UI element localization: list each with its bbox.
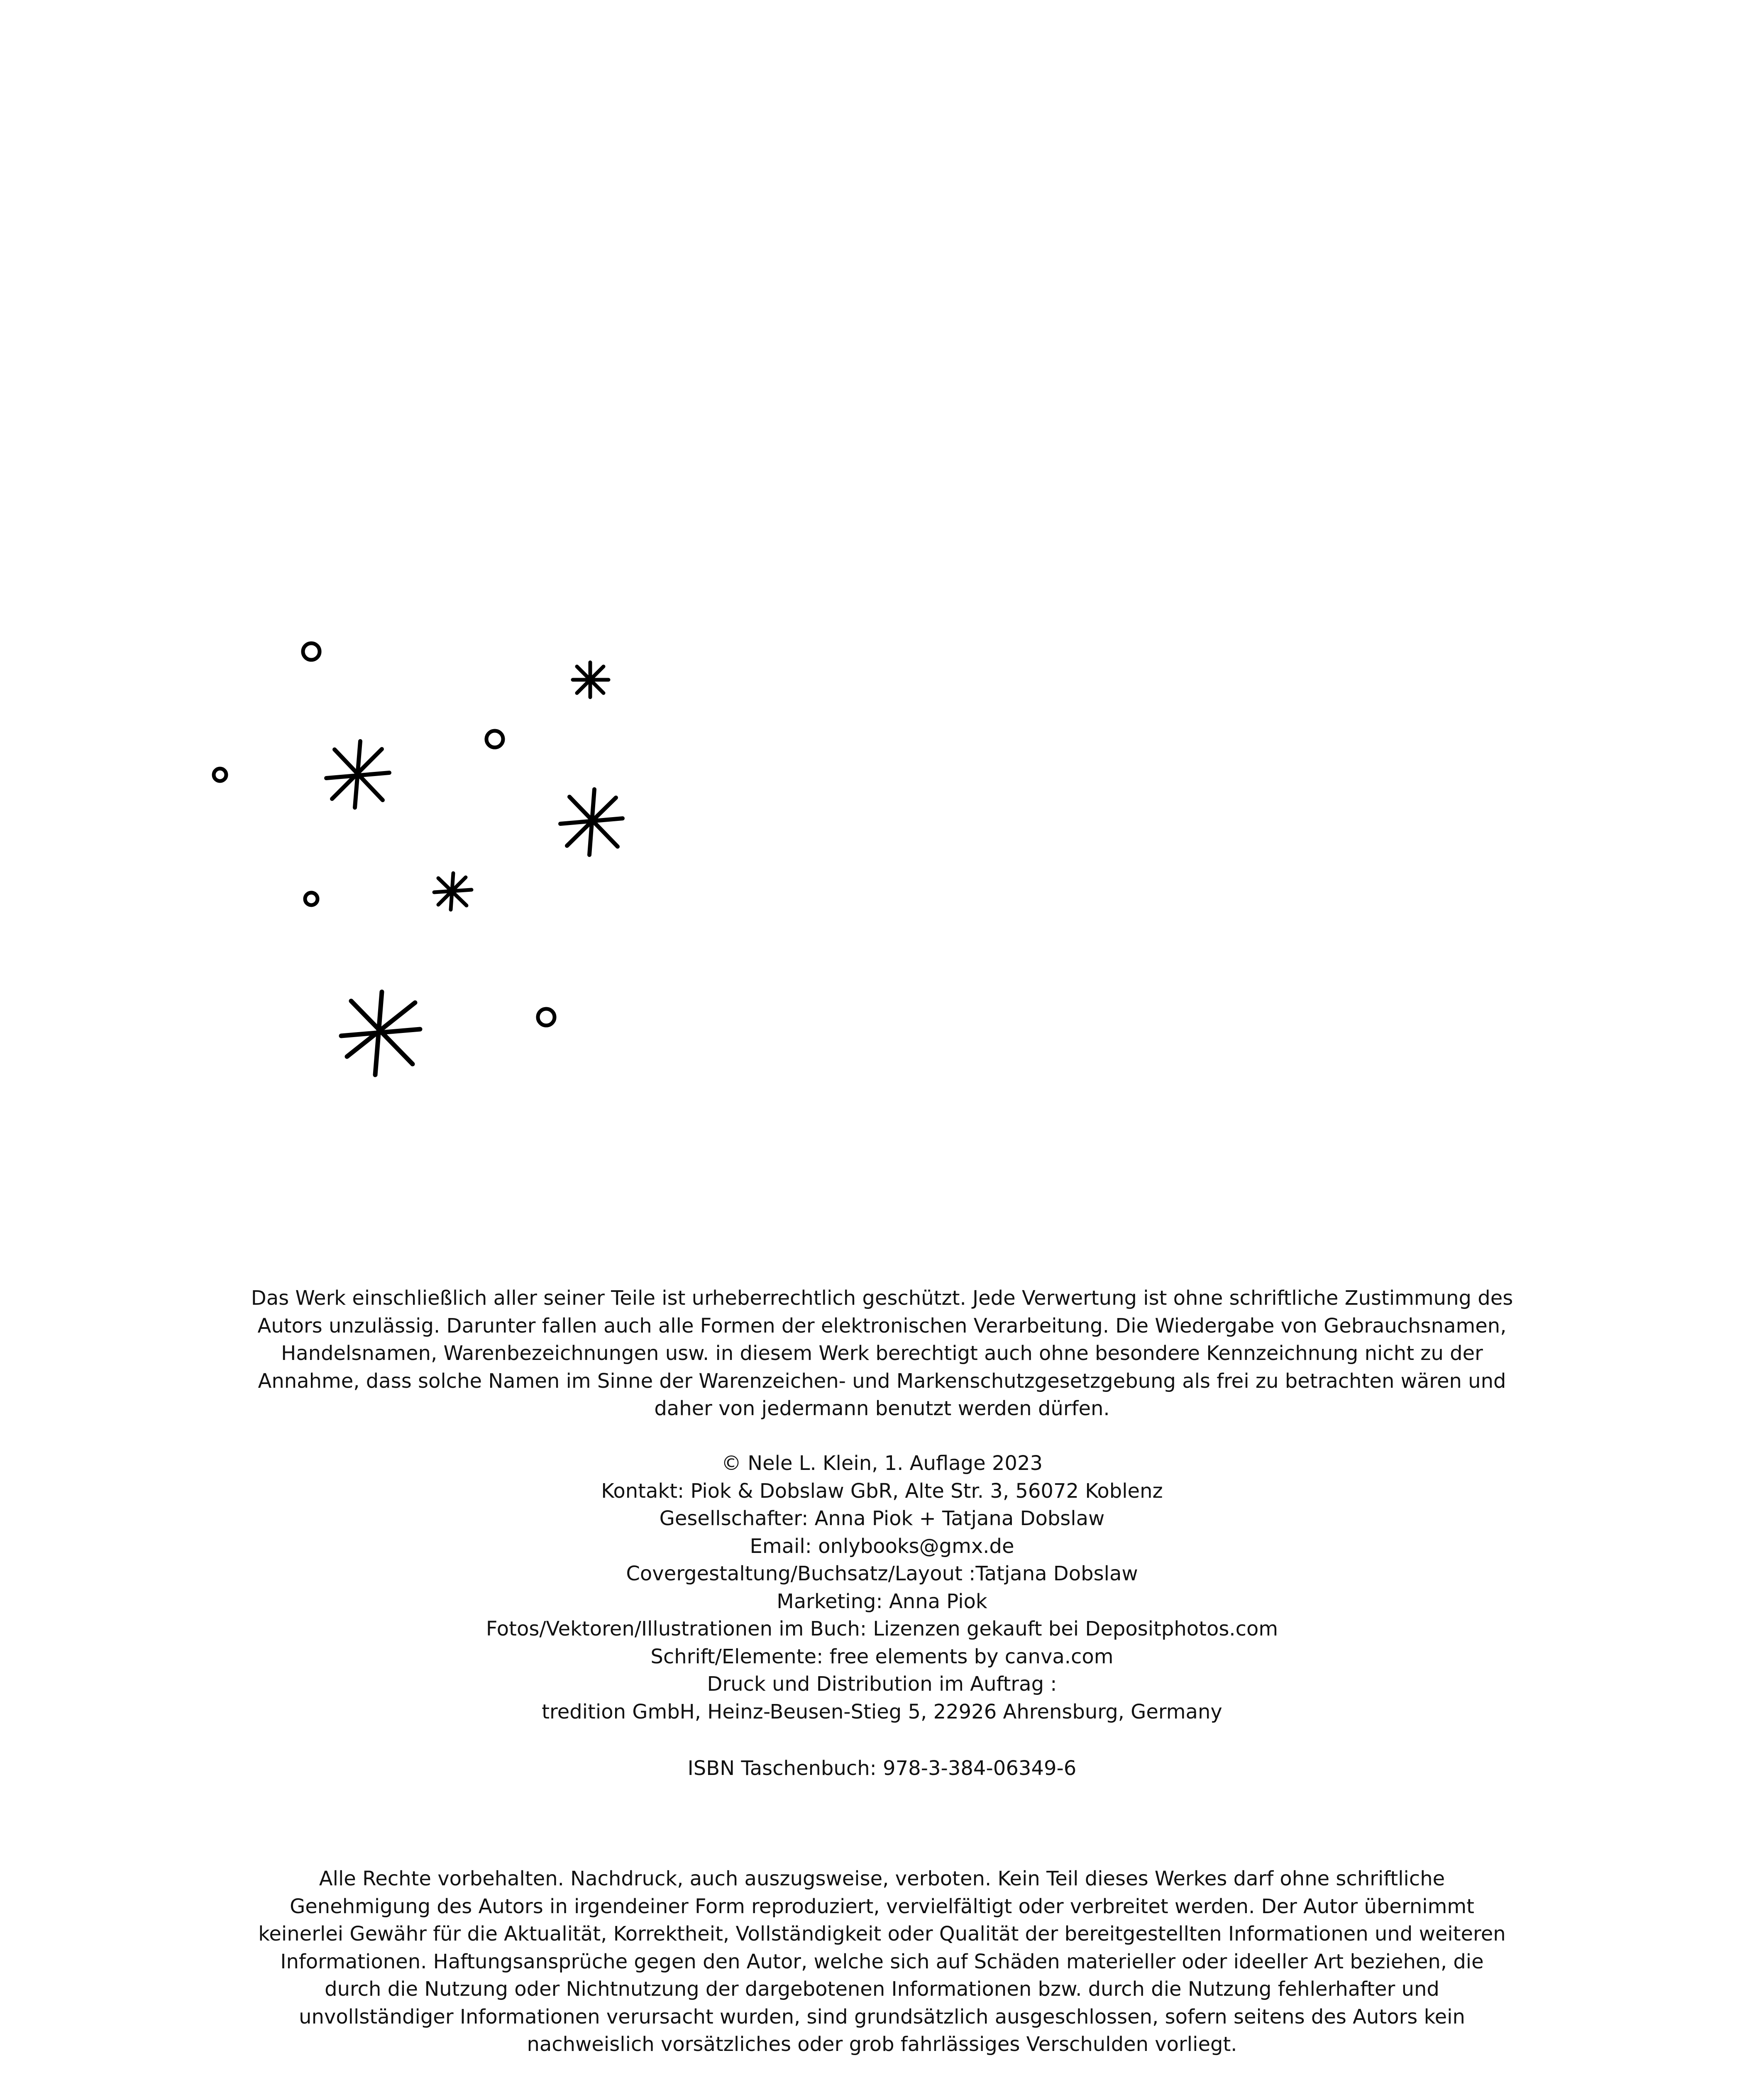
small-circle-icon bbox=[305, 893, 318, 905]
imprint bbox=[249, 1450, 1515, 1726]
imprint-images: Fotos/Vektoren/Illustrationen im Buch: Lizenzen gekauft bei Depositphotos.com bbox=[486, 1617, 1278, 1640]
imprint-partners: Gesellschafter: Anna Piok + Tatjana Dobslaw bbox=[659, 1507, 1105, 1530]
isbn bbox=[249, 1755, 1515, 1782]
copyright-notice-text: Das Werk einschließlich aller seiner Teile ist urheberrechtlich geschützt. Jede Verwertung ist ohne schriftliche Zustimmung des Autors unzulässig. Darunter fallen auch alle Formen der elektronischen Verarbeitung. Die Wiedergabe von Gebrauchsnamen, Handelsnamen, Warenbezeichnungen usw. in diesem Werk berechtigt auch ohne besondere Kennzeichnung nicht zu der Annahme, dass solche Namen im Sinne der Warenzeichen- und Markenschutzgesetzgebung als frei zu betrachten wären und daher von jedermann benutzt werden dürfen. bbox=[251, 1286, 1513, 1420]
small-circle-icon bbox=[538, 1009, 555, 1025]
small-circle-icon bbox=[486, 731, 503, 747]
imprint-design: Covergestaltung/Buchsatz/Layout :Tatjana Dobslaw bbox=[626, 1562, 1138, 1585]
rights-notice-text: Alle Rechte vorbehalten. Nachdruck, auch auszugsweise, verboten. Kein Teil dieses Werkes darf ohne schriftliche Genehmigung des Autors in irgendeiner Form reproduziert, vervielfältigt oder verbreitet werden. Der Autor übernimmt keinerlei Gewähr für die Aktualität, Korrektheit, Vollständigkeit oder Qualität der bereitgestellten Informationen und weiteren Informationen. Haftungsansprüche gegen den Autor, welche sich auf Schäden materieller oder ideeller Art beziehen, die durch die Nutzung oder Nichtnutzung der dargebotenen Informationen bzw. durch die Nutzung fehlerhafter und unvollständiger Informationen verursacht wurden, sind grundsätzlich ausgeschlossen, sofern seitens des Autors kein nachweislich vorsätzliches oder grob fahrlässiges Verschulden vorliegt. bbox=[258, 1867, 1506, 2056]
sparkle-star-icon bbox=[573, 662, 608, 697]
rights-notice bbox=[249, 1865, 1515, 2058]
sparkle-star-icon bbox=[434, 873, 472, 910]
small-circle-icon bbox=[303, 643, 320, 660]
imprint-email: Email: onlybooks@gmx.de bbox=[750, 1534, 1014, 1558]
small-circle-icon bbox=[214, 769, 226, 781]
sparkle-star-icon bbox=[341, 992, 420, 1075]
isbn-text: ISBN Taschenbuch: 978-3-384-06349-6 bbox=[687, 1757, 1077, 1780]
imprint-contact: Kontakt: Piok & Dobslaw GbR, Alte Str. 3, 56072 Koblenz bbox=[601, 1479, 1163, 1503]
imprint-distribution-label: Druck und Distribution im Auftrag : bbox=[707, 1672, 1057, 1696]
imprint-marketing: Marketing: Anna Piok bbox=[777, 1589, 987, 1613]
imprint-distributor: tredition GmbH, Heinz-Beusen-Stieg 5, 22926 Ahrensburg, Germany bbox=[542, 1700, 1222, 1723]
sparkle-star-icon bbox=[326, 741, 389, 808]
sparkle-star-icon bbox=[560, 789, 623, 855]
copyright-notice bbox=[249, 1284, 1515, 1423]
imprint-fonts: Schrift/Elemente: free elements by canva.com bbox=[650, 1645, 1114, 1668]
imprint-copyright-line: © Nele L. Klein, 1. Auflage 2023 bbox=[721, 1452, 1043, 1475]
